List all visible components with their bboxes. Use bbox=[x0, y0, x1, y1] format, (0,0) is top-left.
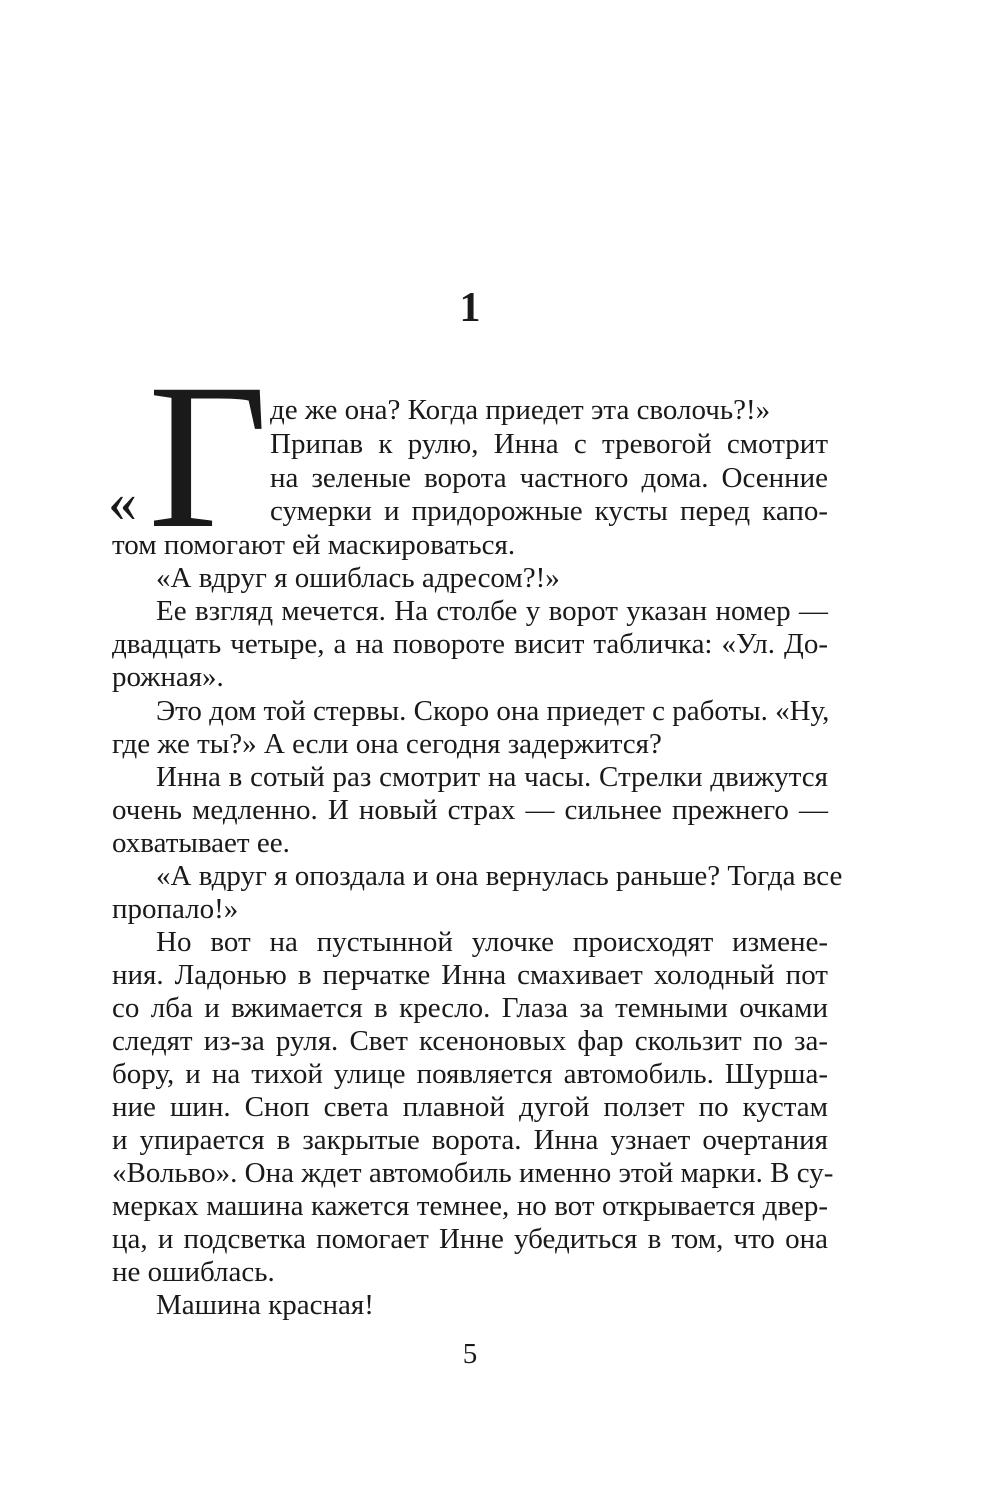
text-line: Ее взгляд мечется. На столбе у ворот указан номер — bbox=[156, 595, 828, 627]
text-line: Но вот на пустынной улочке происходят измене- bbox=[156, 926, 828, 958]
page-number: 5 bbox=[462, 1338, 478, 1370]
text-line: следят из-за руля. Свет ксеноновых фар скользит по за- bbox=[112, 1025, 828, 1057]
text-line: ния. Ладонью в перчатке Инна смахивает холодный пот bbox=[112, 959, 828, 991]
text-line: Инна в сотый раз смотрит на часы. Стрелки движутся bbox=[156, 761, 828, 793]
text-line: Машина красная! bbox=[156, 1289, 374, 1321]
text-line: со лба и вжимается в кресло. Глаза за темными очками bbox=[112, 992, 828, 1024]
text-line: охватывает ее. bbox=[112, 827, 290, 859]
opening-quote-mark: « bbox=[108, 469, 137, 534]
text-line: Припав к рулю, Инна с тревогой смотрит bbox=[270, 428, 828, 460]
text-line: том помогают ей маскироваться. bbox=[112, 529, 516, 561]
text-line: пропало!» bbox=[112, 893, 239, 925]
drop-cap: Г bbox=[148, 341, 269, 571]
text-line: очень медленно. И новый страх — сильнее прежнего — bbox=[112, 794, 828, 826]
text-line: не ошиблась. bbox=[112, 1256, 275, 1288]
text-line: бору, и на тихой улице появляется автомобиль. Шурша- bbox=[112, 1058, 828, 1090]
text-line: сумерки и придорожные кусты перед капо- bbox=[270, 495, 828, 527]
text-line: ние шин. Сноп света плавной дугой ползет по кустам bbox=[112, 1091, 828, 1123]
text-line: «А вдруг я опоздала и она вернулась раньше? Тогда все bbox=[156, 860, 843, 892]
text-line: «Вольво». Она ждет автомобиль именно этой марки. В су- bbox=[112, 1157, 834, 1189]
text-line: ца, и подсветка помогает Инне убедиться в том, что она bbox=[112, 1223, 828, 1255]
text-line: «А вдруг я ошиблась адресом?!» bbox=[156, 562, 560, 594]
text-line: и упирается в закрытые ворота. Инна узнает очертания bbox=[112, 1124, 828, 1156]
text-line: двадцать четыре, а на повороте висит табличка: «Ул. До- bbox=[112, 628, 828, 660]
text-line: рожная». bbox=[112, 661, 224, 693]
text-line: мерках машина кажется темнее, но вот открывается двер- bbox=[112, 1190, 828, 1222]
text-line: Это дом той стервы. Скоро она приедет с работы. «Ну, bbox=[156, 695, 830, 727]
text-line: де же она? Когда приедет эта сволочь?!» bbox=[270, 394, 771, 426]
text-line: на зеленые ворота частного дома. Осенние bbox=[270, 462, 828, 494]
text-line: где же ты?» А если она сегодня задержится? bbox=[112, 728, 662, 760]
chapter-number: 1 bbox=[459, 285, 481, 331]
